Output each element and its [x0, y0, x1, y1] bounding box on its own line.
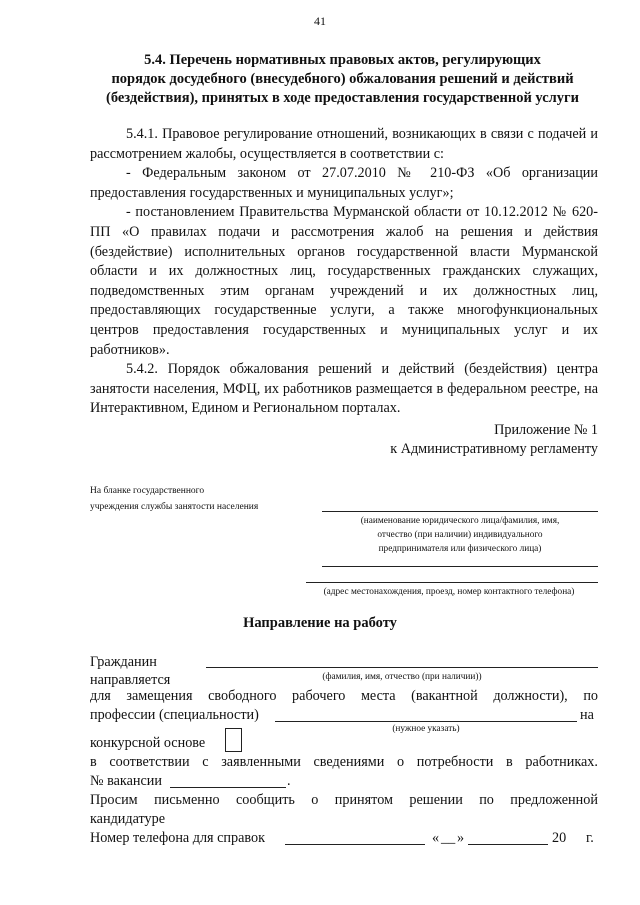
paragraph-5-4-2: 5.4.2. Порядок обжалования решений и действий (бездействия) центра занятости населения, МФЦ, их работников размещается в федеральном реестре, на Интерактивном, Едином и Региональном порталах. [90, 361, 598, 417]
org-name-line [322, 511, 598, 512]
vacancy-number-line[interactable] [170, 787, 286, 788]
address-line-2 [306, 582, 598, 583]
candidature-label: кандидатуре [90, 811, 166, 827]
caption-line: отчество (при наличии) индивидуального [377, 530, 543, 540]
word: должности), [493, 688, 568, 704]
competitive-label: конкурсной основе [90, 735, 206, 751]
paragraph-federal-law: - Федеральным законом от 27.07.2010 № 210-ФЗ «Об организации предоставления государственных и муниципальных услуг»; [90, 165, 598, 201]
org-name-caption [322, 514, 598, 556]
blank-note-line2: учреждения службы занятости населения [90, 502, 259, 512]
page-number: 41 [314, 14, 326, 28]
word: в [90, 754, 97, 770]
date-open-quote: « [432, 830, 440, 846]
word: потребности [416, 754, 494, 770]
address-line-1 [322, 566, 598, 567]
paragraph-5-4-1: 5.4.1. Правовое регулирование отношений, возникающих в связи с подачей и рассмотрением жалобы, осуществляется в соответствии с: [90, 126, 598, 162]
word: о [396, 754, 405, 770]
heading-line: порядок досудебного (внесудебного) обжалования решений и действий [111, 71, 574, 87]
appendix-reference: к Административному регламенту [390, 441, 598, 457]
vacancy-number-label: № вакансии [90, 773, 162, 789]
citizen-label: Гражданин [90, 654, 157, 670]
address-caption: (адрес местонахождения, проезд, номер контактного телефона) [323, 587, 575, 597]
word: в [506, 754, 513, 770]
on-label: на [580, 707, 594, 723]
fio-caption: (фамилия, имя, отчество (при наличии)) [322, 672, 482, 682]
citizen-name-line[interactable] [206, 667, 598, 668]
word: сведениями [313, 754, 385, 770]
word: работниках. [525, 754, 598, 770]
year-suffix: г. [586, 830, 594, 846]
competitive-checkbox[interactable] [225, 728, 242, 752]
word: соответствии [109, 754, 190, 770]
word: по [583, 688, 598, 704]
date-close-quote: » [457, 830, 465, 846]
directed-label: направляется [90, 672, 171, 688]
year-label: 20 [552, 830, 567, 846]
phone-line[interactable] [285, 844, 425, 845]
caption-line: предпринимателя или физического лица) [378, 544, 542, 554]
paragraph-resolution: - постановлением Правительства Мурманской области от 10.12.2012 № 620-ПП «О правилах подачи и рассмотрения жалоб на решения и действия (бездействие) исполнительных органов государственной власти Мурманской области и их должностных лиц, государственных гражданских служащих, подведомственных этим органам учреждений и их должностных лиц, предоставляющих государственные услуги, а также многофункциональных центров предоставления государственных и муниципальных услуг и их работников». [90, 204, 598, 358]
word: по [479, 792, 494, 808]
word: с [202, 754, 209, 770]
word: Просим [90, 792, 138, 808]
caption-line: (наименование юридического лица/фамилия, имя, [360, 516, 560, 526]
word: (вакантной [411, 688, 478, 704]
request-line [90, 792, 598, 809]
appendix-number: Приложение № 1 [494, 422, 598, 438]
word: заявленными [221, 754, 301, 770]
word: принятом [334, 792, 393, 808]
heading-line: 5.4. Перечень нормативных правовых актов, регулирующих [144, 52, 541, 68]
word: о [311, 792, 319, 808]
profession-label: профессии (специальности) [90, 707, 259, 723]
date-day-blank[interactable]: __ [441, 830, 456, 846]
vacancy-number-dot: . [287, 773, 291, 789]
word: письменно [154, 792, 220, 808]
word: решении [409, 792, 463, 808]
phone-label: Номер телефона для справок [90, 830, 265, 846]
word: предложенной [510, 792, 598, 808]
heading-line: (бездействия), принятых в ходе предоставления государственной услуги [105, 90, 579, 106]
blank-note-line1: На бланке государственного [90, 486, 205, 496]
section-body [90, 125, 598, 419]
specify-caption: (нужное указать) [392, 724, 460, 734]
vacancy-line [90, 688, 598, 705]
word: замещения [126, 688, 193, 704]
word: рабочего [292, 688, 346, 704]
word: свободного [208, 688, 277, 704]
word: для [90, 688, 111, 704]
word: места [360, 688, 396, 704]
form-title: Направление на работу [243, 615, 397, 631]
date-month-line[interactable] [468, 844, 548, 845]
section-heading [90, 51, 595, 108]
accordance-line [90, 754, 598, 771]
word: сообщить [235, 792, 295, 808]
